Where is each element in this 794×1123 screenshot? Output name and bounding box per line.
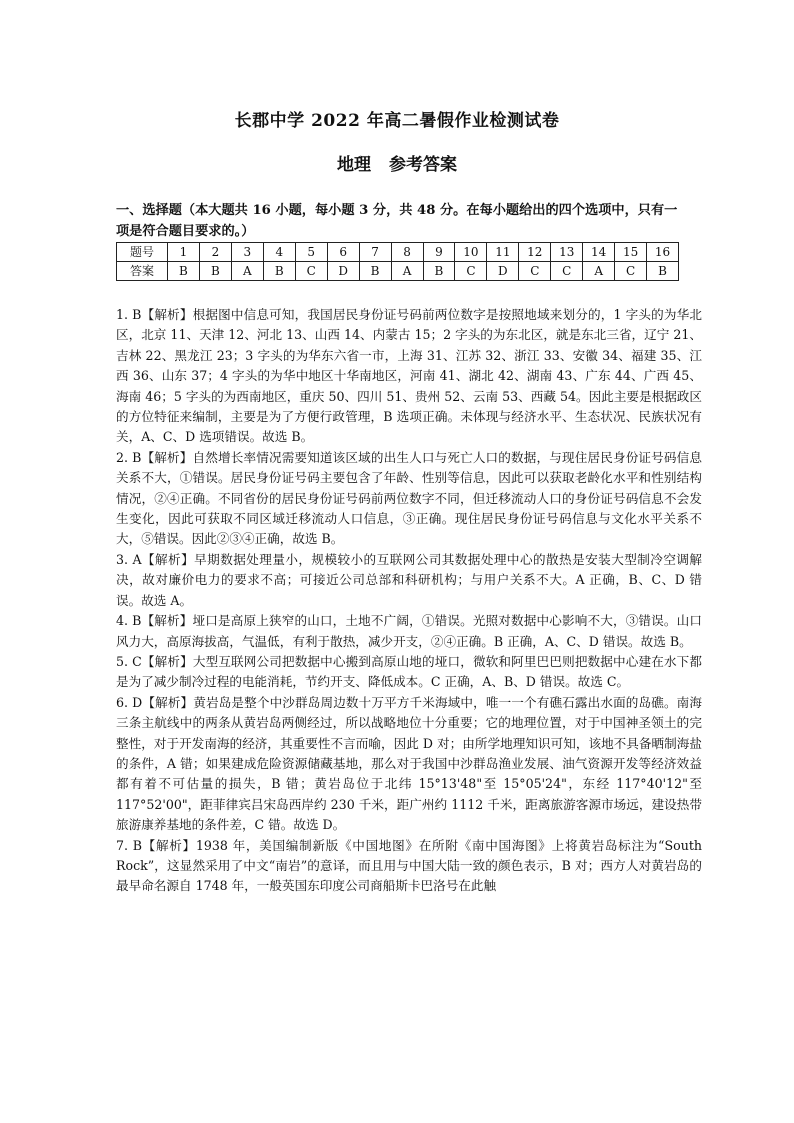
answer-cell: B bbox=[263, 262, 295, 281]
explanation-item: 2. B【解析】自然增长率情况需要知道该区域的出生人口与死亡人口的数据，与现住居民身份证号码信息关系不大，①错误。居民身份证号码主要包含了年龄、性别等信息，因此可以获取老龄化水平和性别结构情况，②④正确。不同省份的居民身份证号码前两位数字不同，但迁移流动人口的身份证号码信息不会发生变化，因此可获取不同区域迁移流动人口信息，③正确。现住居民身份证号码信息与文化水平关系不大，⑤错误。因此②③④正确，故选 B。 bbox=[116, 449, 702, 547]
number-row-label: 题号 bbox=[117, 243, 168, 262]
page-subtitle bbox=[0, 150, 794, 175]
question-number-cell: 11 bbox=[487, 243, 519, 262]
question-number-cell: 4 bbox=[263, 243, 295, 262]
explanation-item: 4. B【解析】垭口是高原上狭窄的山口，土地不广阔，①错误。光照对数据中心影响不大，③错误。山口风力大，高原海拔高，气温低，有利于散热，减少开支，②④正确。B 正确，A、C、D 错误。故选 B。 bbox=[116, 613, 702, 649]
question-number-cell: 1 bbox=[168, 243, 200, 262]
question-number-cell: 6 bbox=[327, 243, 359, 262]
question-number-cell: 3 bbox=[231, 243, 263, 262]
question-number-cell: 13 bbox=[551, 243, 583, 262]
answer-cell: C bbox=[551, 262, 583, 281]
question-number-cell: 10 bbox=[455, 243, 487, 262]
section-heading: 一、选择题（本大题共 16 小题，每小题 3 分，共 48 分。在每小题给出的四个选项中，只有一项是符合题目要求的。） bbox=[116, 203, 678, 239]
question-number-cell: 5 bbox=[295, 243, 327, 262]
answer-cell: A bbox=[583, 262, 615, 281]
answer-cell: C bbox=[455, 262, 487, 281]
answer-cell: B bbox=[423, 262, 455, 281]
explanation-item: 5. C【解析】大型互联网公司把数据中心搬到高原山地的垭口，微软和阿里巴巴则把数据中心建在水下都是为了减少制冷过程的电能消耗，节约开支、降低成本。C 正确，A、B、D 错误。故选 C。 bbox=[116, 653, 702, 690]
answer-cell: A bbox=[391, 262, 423, 281]
answer-cell: B bbox=[647, 262, 679, 281]
answer-table bbox=[116, 242, 679, 281]
answer-table-number-row bbox=[117, 243, 679, 262]
subject-label: 地理 bbox=[337, 155, 371, 175]
answer-row-label: 答案 bbox=[117, 262, 168, 281]
page-title: 长郡中学 2022 年高二暑假作业检测试卷 bbox=[234, 111, 560, 131]
question-number-cell: 14 bbox=[583, 243, 615, 262]
explanation-item: 7. B【解析】1938 年，美国编制新版《中国地图》在所附《南中国海图》上将黄岩岛标注为“South Rock”，这显然采用了中文“南岩”的意译，而且用与中国大陆一致的颜色表示，B 对；西方人对黄岩岛的最早命名源自 1748 年，一般英国东印度公司商船斯卡巴洛号在此触 bbox=[116, 837, 702, 894]
answer-cell: A bbox=[231, 262, 263, 281]
answer-cell: B bbox=[199, 262, 231, 281]
answer-cell: D bbox=[487, 262, 519, 281]
explanations bbox=[116, 305, 702, 897]
question-number-cell: 15 bbox=[615, 243, 647, 262]
explanation-item: 3. A【解析】早期数据处理量小，规模较小的互联网公司其数据处理中心的散热是安装大型制冷空调解决，故对廉价电力的要求不高；可接近公司总部和科研机构；与用户关系不大。A 正确，B、C、D 错误。故选 A。 bbox=[116, 551, 702, 608]
answer-table-answer-row bbox=[117, 262, 679, 281]
question-number-cell: 8 bbox=[391, 243, 423, 262]
explanation-item: 6. D【解析】黄岩岛是整个中沙群岛周边数十万平方千米海域中，唯一一个有礁石露出水面的岛礁。南海三条主航线中的两条从黄岩岛两侧经过，所以战略地位十分重要；它的地理位置，对于中国神圣领土的完整性，对于开发南海的经济，其重要性不言而喻，因此 D 对；由所学地理知识可知，该地不具备晒制海盐的条件，A 错；如果建成危险资源储藏基地，那么对于我国中沙群岛渔业发展、油气资源开发等经济效益都有着不可估量的损失，B 错；黄岩岛位于北纬 15°13'48"至 15°05'24"，东经 117°40'12"至 117°52'00"，距菲律宾吕宋岛西岸约 230 千米，距广州约 1112 千米，距离旅游客源市场远，建设热带旅游康养基地的条件差，C 错。故选 D。 bbox=[116, 694, 702, 833]
question-number-cell: 2 bbox=[199, 243, 231, 262]
question-number-cell: 7 bbox=[359, 243, 391, 262]
question-number-cell: 9 bbox=[423, 243, 455, 262]
question-number-cell: 16 bbox=[647, 243, 679, 262]
answer-key-label: 参考答案 bbox=[389, 155, 457, 175]
question-number-cell: 12 bbox=[519, 243, 551, 262]
answer-cell: B bbox=[168, 262, 200, 281]
answer-cell: B bbox=[359, 262, 391, 281]
answer-cell: C bbox=[519, 262, 551, 281]
answer-cell: C bbox=[615, 262, 647, 281]
answer-cell: D bbox=[327, 262, 359, 281]
explanation-item: 1. B【解析】根据图中信息可知，我国居民身份证号码前两位数字是按照地域来划分的，1 字头的为华北区，北京 11、天津 12、河北 13、山西 14、内蒙古 15；2 字头的为东北区，就是东北三省，辽宁 21、吉林 22、黑龙江 23；3 字头的为华东六省一市，上海 31、江苏 32、浙江 33、安徽 34、福建 35、江西 36、山东 37；4 字头的为华中地区十华南地区，河南 41、湖北 42、湖南 43、广东 44、广西 45、海南 46；5 字头的为西南地区，重庆 50、四川 51、贵州 52、云南 53、西藏 54。因此主要是根据政区的方位特征来编制，主要是为了方便行政管理，B 选项正确。未体现与经济水平、生态状况、民族状况有关，A、C、D 选项错误。故选 B。 bbox=[116, 307, 702, 445]
answer-cell: C bbox=[295, 262, 327, 281]
